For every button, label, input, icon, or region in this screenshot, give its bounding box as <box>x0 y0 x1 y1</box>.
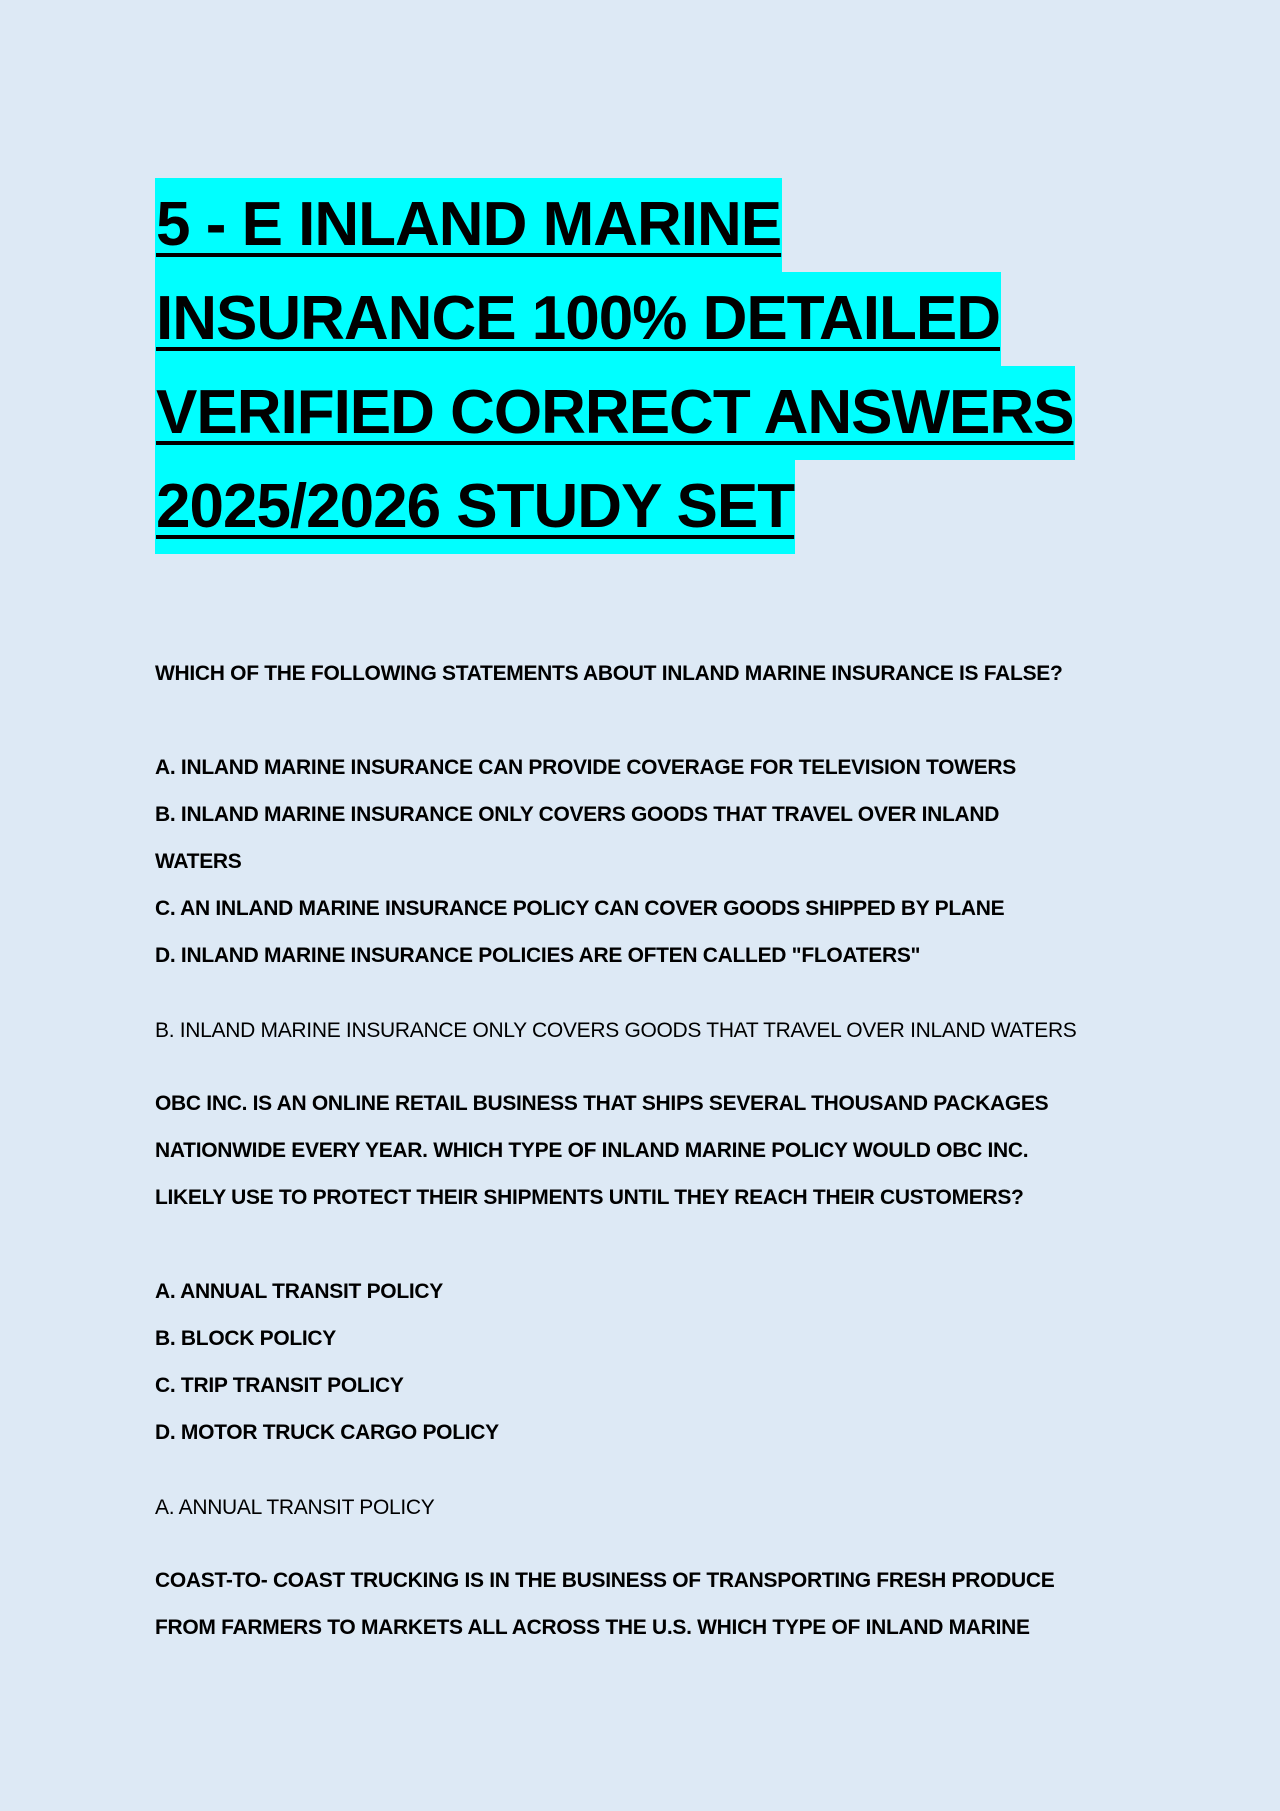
question-block-1 <box>155 650 1135 697</box>
answer-block-1 <box>155 1007 1135 1054</box>
question-text: FROM FARMERS TO MARKETS ALL ACROSS THE U.S. WHICH TYPE OF INLAND MARINE <box>155 1616 1030 1639</box>
title-line: 5 - E INLAND MARINE <box>155 178 782 272</box>
question-text: WHICH OF THE FOLLOWING STATEMENTS ABOUT INLAND MARINE INSURANCE IS FALSE? <box>155 662 1063 685</box>
answer-option: B. INLAND MARINE INSURANCE ONLY COVERS GOODS THAT TRAVEL OVER INLAND <box>155 803 1000 826</box>
answer-block-2 <box>155 1484 1135 1531</box>
correct-answer: A. ANNUAL TRANSIT POLICY <box>155 1496 435 1519</box>
options-block-1 <box>155 744 1135 979</box>
question-block-2 <box>155 1080 1135 1221</box>
question-text: COAST-TO- COAST TRUCKING IS IN THE BUSINESS OF TRANSPORTING FRESH PRODUCE <box>155 1569 1055 1592</box>
answer-option: A. INLAND MARINE INSURANCE CAN PROVIDE COVERAGE FOR TELEVISION TOWERS <box>155 756 1016 779</box>
answer-option: D. INLAND MARINE INSURANCE POLICIES ARE OFTEN CALLED "FLOATERS" <box>155 944 921 967</box>
answer-option: C. TRIP TRANSIT POLICY <box>155 1374 404 1397</box>
question-block-3 <box>155 1557 1135 1651</box>
answer-option: A. ANNUAL TRANSIT POLICY <box>155 1280 443 1303</box>
title-line: VERIFIED CORRECT ANSWERS <box>155 366 1075 460</box>
question-text: OBC INC. IS AN ONLINE RETAIL BUSINESS THAT SHIPS SEVERAL THOUSAND PACKAGES <box>155 1092 1049 1115</box>
answer-option: B. BLOCK POLICY <box>155 1327 337 1350</box>
document-title <box>155 178 1115 554</box>
correct-answer: B. INLAND MARINE INSURANCE ONLY COVERS GOODS THAT TRAVEL OVER INLAND WATERS <box>155 1019 1077 1042</box>
answer-option: C. AN INLAND MARINE INSURANCE POLICY CAN COVER GOODS SHIPPED BY PLANE <box>155 897 1005 920</box>
document-page <box>155 178 1115 554</box>
answer-option: D. MOTOR TRUCK CARGO POLICY <box>155 1421 499 1444</box>
title-line: 2025/2026 STUDY SET <box>155 460 795 554</box>
question-text: NATIONWIDE EVERY YEAR. WHICH TYPE OF INLAND MARINE POLICY WOULD OBC INC. <box>155 1139 1029 1162</box>
options-block-2 <box>155 1268 1135 1456</box>
answer-option: WATERS <box>155 850 242 873</box>
question-text: LIKELY USE TO PROTECT THEIR SHIPMENTS UNTIL THEY REACH THEIR CUSTOMERS? <box>155 1186 1024 1209</box>
title-line: INSURANCE 100% DETAILED <box>155 272 1001 366</box>
